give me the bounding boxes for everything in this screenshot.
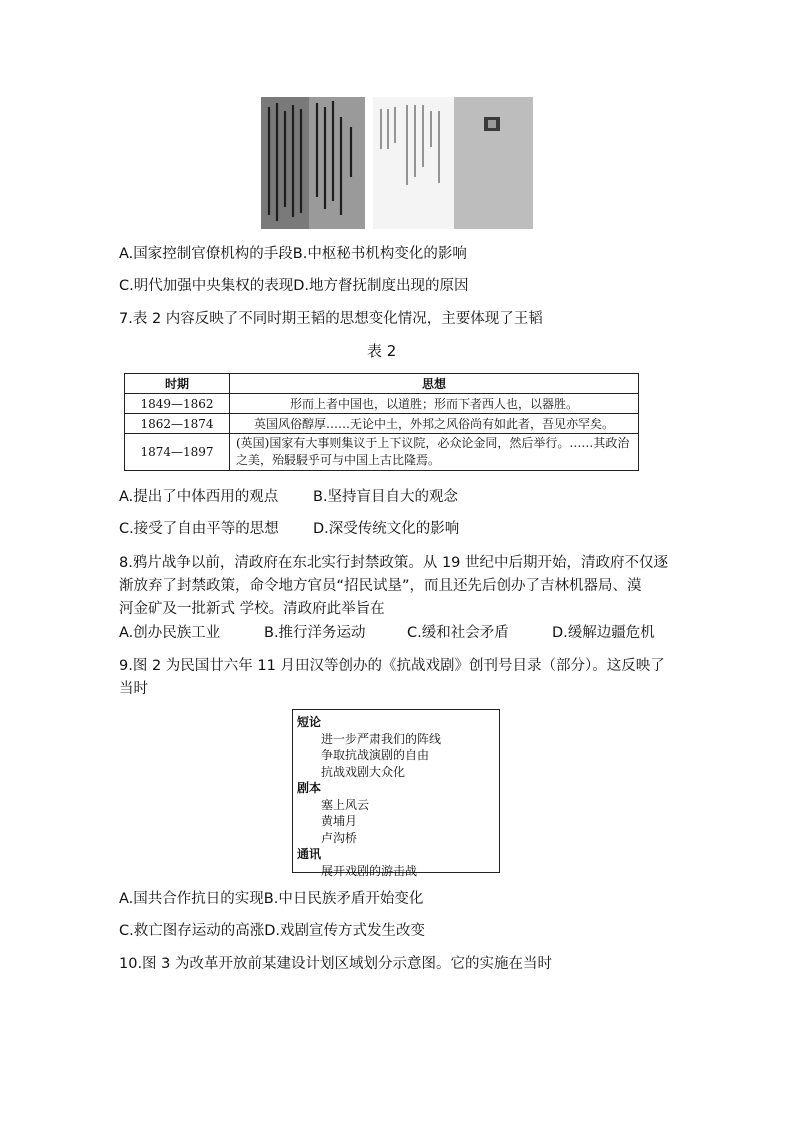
q8-option-d: D.缓解边疆危机 <box>552 625 655 641</box>
q7-option-a: A.提出了中体西用的观点 <box>119 489 279 505</box>
table-title: 表 2 <box>367 342 397 360</box>
table-header-period: 时期 <box>125 374 230 394</box>
table-row <box>125 394 639 414</box>
q8-line3: 河金矿及一批新式 学校。清政府此举旨在 <box>119 601 385 617</box>
toc-section-title: 剧本 <box>297 781 322 795</box>
q10-stem: 10.图 3 为改革开放前某建设计划区域划分示意图。它的实施在当时 <box>119 956 553 972</box>
toc-item: 卢沟桥 <box>321 830 358 845</box>
toc-item: 展开戏剧的游击战 <box>321 863 418 878</box>
q7-option-b: B.坚持盲目自大的观念 <box>313 489 459 505</box>
toc-item: 黄埔月 <box>321 814 358 828</box>
manuscript-photo <box>261 97 365 229</box>
toc-item: 塞上风云 <box>321 797 370 812</box>
table-cell-period: 1849—1862 <box>125 394 230 414</box>
q8-line1: 8.鸦片战争以前，清政府在东北实行封禁政策。从 19 世纪中后期开始，清政府不仅逐 <box>119 555 669 571</box>
toc-section-title: 短论 <box>297 715 322 729</box>
table-row <box>125 414 639 434</box>
q9-options-row2: C.救亡图存运动的高涨D.戏剧宣传方式发生改变 <box>119 923 426 939</box>
q6-options-row2: C.明代加强中央集权的表现D.地方督抚制度出现的原因 <box>119 278 469 294</box>
thinking-table <box>124 373 639 471</box>
q9-line1: 9.图 2 为民国廿六年 11 月田汉等创办的《抗战戏剧》创刊号目录（部分）。这反映了 <box>119 658 665 674</box>
table-header-row <box>125 374 639 394</box>
toc-item: 进一步严肃我们的阵线 <box>321 731 442 746</box>
table-header-thought: 思想 <box>230 374 639 394</box>
q8-line2: 渐放弃了封禁政策，命令地方官员“招民试垦”，而且还先后创办了吉林机器局、漠 <box>119 578 642 594</box>
q6-options-row1: A.国家控制官僚机构的手段B.中枢秘书机构变化的影响 <box>119 246 467 262</box>
table-cell-period: 1874—1897 <box>125 434 230 471</box>
toc-item: 争取抗战演剧的自由 <box>321 748 430 762</box>
table-cell-thought: 英国风俗醇厚……无论中土，外邦之风俗尚有如此者，吾见亦罕矣。 <box>230 414 639 434</box>
table-cell-period: 1862—1874 <box>125 414 230 434</box>
q7-stem: 7.表 2 内容反映了不同时期王韬的思想变化情况，主要体现了王韬 <box>119 311 543 327</box>
q8-option-c: C.缓和社会矛盾 <box>407 625 509 641</box>
toc-section-title: 通讯 <box>297 847 322 861</box>
q7-option-c: C.接受了自由平等的思想 <box>119 521 279 537</box>
magazine-contents-box <box>292 709 500 878</box>
table-cell-thought: (英国)国家有大事则集议于上下议院，必众论金同，然后举行。……其政治之美，殆駸駸乎可与中国上古比隆焉。 <box>230 434 639 471</box>
q8-option-b: B.推行洋务运动 <box>264 625 366 641</box>
q7-option-d: D.深受传统文化的影响 <box>313 521 460 537</box>
q9-options-row1: A.国共合作抗日的实现B.中日民族矛盾开始变化 <box>119 891 424 907</box>
q8-option-a: A.创办民族工业 <box>119 625 221 641</box>
seal-document-photo <box>454 97 533 229</box>
table-cell-thought: 形而上者中国也，以道胜；形而下者西人也，以器胜。 <box>230 394 639 414</box>
q9-line2: 当时 <box>119 681 148 697</box>
table-row <box>125 434 639 471</box>
toc-item: 抗战戏剧大众化 <box>321 764 406 779</box>
